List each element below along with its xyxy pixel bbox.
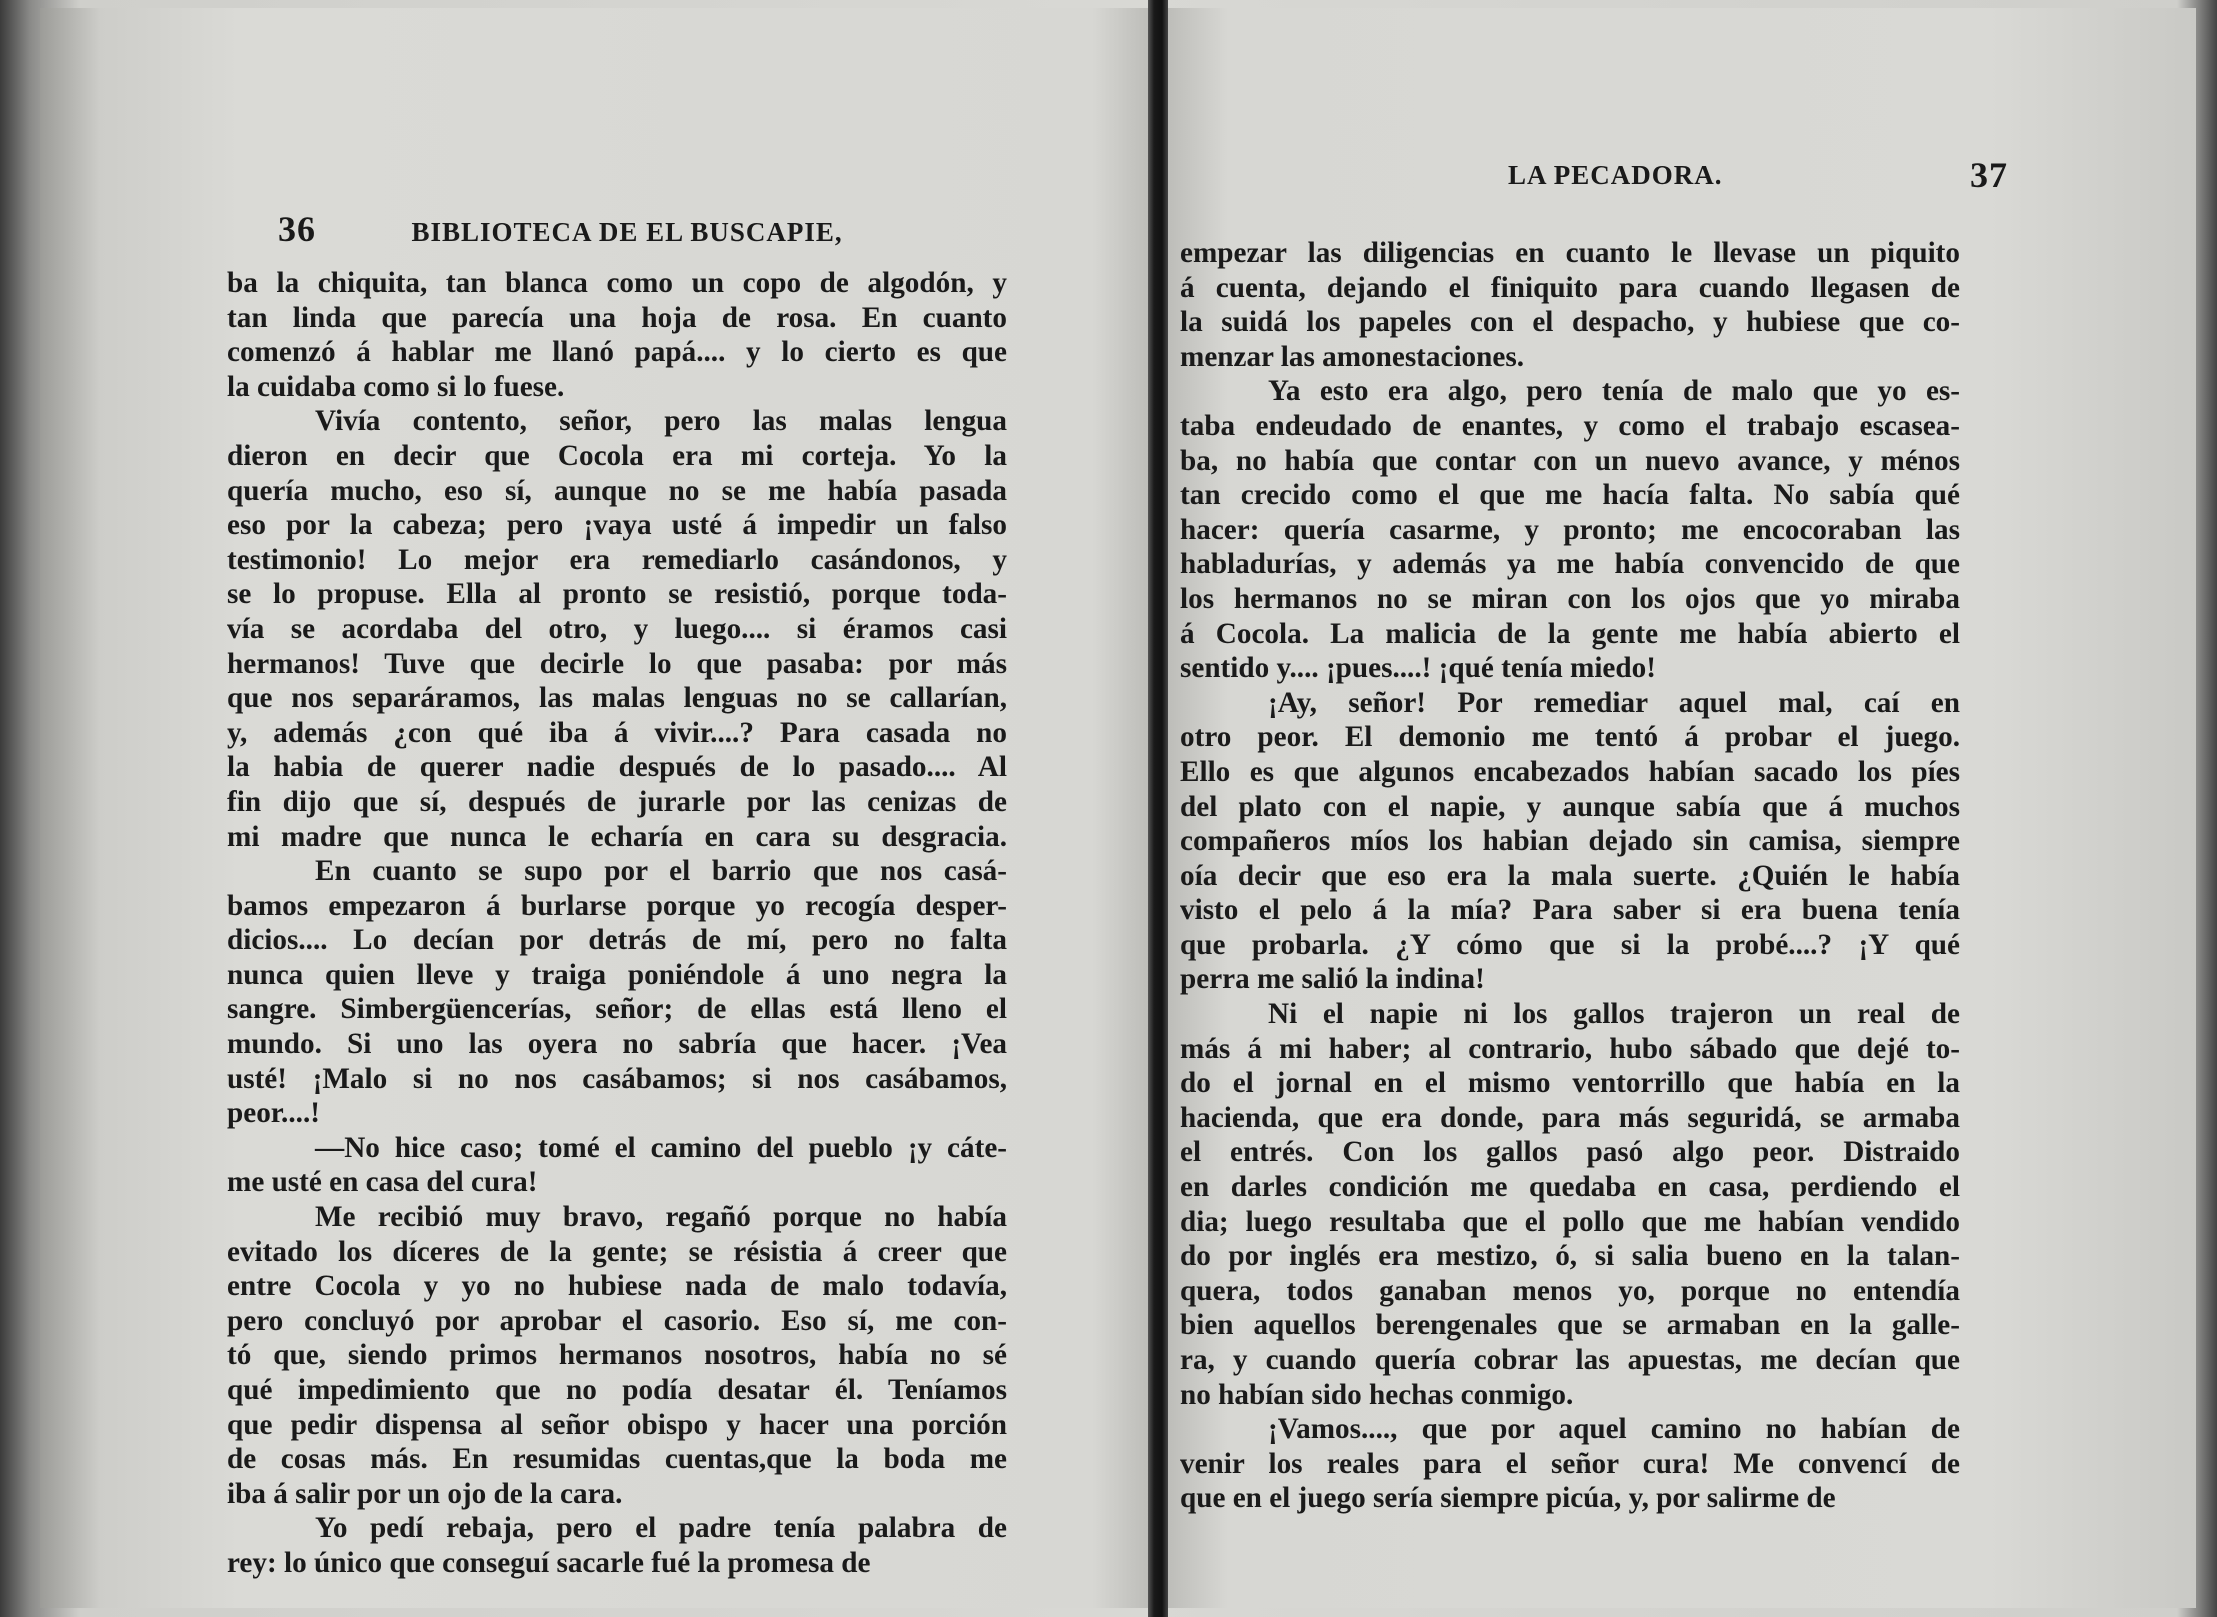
text-line: usté! ¡Malo si no nos casábamos; si nos casábamos,: [227, 1062, 1007, 1095]
text-line: no habían sido hechas conmigo.: [1180, 1378, 1574, 1411]
text-line: fin dijo que sí, después de jurarle por las cenizas de: [227, 785, 1007, 818]
text-line: la habia de querer nadie después de lo pasado.... Al: [227, 751, 1007, 784]
text-line: ra, y cuando quería cobrar las apuestas, me decían que: [1180, 1344, 1960, 1376]
text-line: ¡Ay, señor! Por remediar aquel mal, caí en: [1268, 686, 1960, 719]
text-line: eso por la cabeza; pero ¡vaya usté á impedir un falso: [227, 509, 1007, 542]
text-line: vía se acordaba del otro, y luego.... si éramos casi: [227, 612, 1007, 645]
text-line: se lo propuse. Ella al pronto se resistió, porque toda-: [227, 578, 1007, 611]
text-line: venir los reales para el señor cura! Me convencí de: [1180, 1447, 1960, 1480]
text-line: nunca quien lleve y traiga poniéndole á uno negra la: [227, 958, 1007, 991]
text-line: evitado los díceres de la gente; se résistia á creer que: [227, 1235, 1007, 1268]
text-line: pero concluyó por aprobar el casorio. Eso sí, me con-: [227, 1304, 1007, 1337]
text-line: de cosas más. En resumidas cuentas,que la boda me: [227, 1443, 1007, 1476]
right-page: [1168, 8, 2196, 1608]
left-running-head-title: BIBLIOTECA DE EL BUSCAPIE,: [411, 217, 843, 247]
text-line: la suidá los papeles con el despacho, y hubiese que co-: [1180, 306, 1960, 339]
text-line: Ya esto era algo, pero tenía de malo que yo es-: [1268, 375, 1960, 408]
text-line: menzar las amonestaciones.: [1180, 340, 1524, 373]
text-line: entre Cocola y yo no hubiese nada de malo todavía,: [227, 1270, 1007, 1303]
right-running-head-title: LA PECADORA.: [1508, 160, 1723, 190]
text-line: hacienda, que era donde, para más seguridá, se armaba: [1180, 1101, 1960, 1134]
text-line: ba la chiquita, tan blanca como un copo de algodón, y: [227, 267, 1007, 299]
text-line: á Cocola. La malicia de la gente me había abierto el: [1180, 617, 1960, 650]
text-line: á cuenta, dejando el finiquito para cuando llegasen de: [1180, 271, 1960, 304]
text-line: dicios.... Lo decían por detrás de mí, pero no falta: [227, 924, 1007, 957]
text-line: del plato con el napie, y aunque sabía que á muchos: [1180, 790, 1960, 823]
text-line: peor....!: [227, 1097, 320, 1130]
text-line: perra me salió la indina!: [1180, 963, 1485, 996]
text-line: otro peor. El demonio me tentó á probar el juego.: [1180, 721, 1960, 754]
right-page-text: [1180, 236, 1960, 1516]
text-line: mundo. Si uno las oyera no sabría que hacer. ¡Vea: [227, 1028, 1007, 1061]
text-line: sentido y.... ¡pues....! ¡qué tenía miedo!: [1180, 652, 1656, 685]
text-line: —No hice caso; tomé el camino del pueblo ¡y cáte-: [315, 1131, 1007, 1164]
text-line: dieron en decir que Cocola era mi corteja. Yo la: [227, 439, 1007, 472]
text-line: que probarla. ¿Y cómo que si la probé....? ¡Y qué: [1180, 928, 1960, 961]
text-line: habladurías, y además ya me había convencido de que: [1180, 548, 1960, 581]
text-line: ba, no había que contar con un nuevo avance, y ménos: [1180, 444, 1960, 477]
text-line: rey: lo único que conseguí sacarle fué la promesa de: [227, 1546, 871, 1579]
text-line: en darles condición me quedaba en casa, perdiendo el: [1180, 1171, 1960, 1204]
text-line: Yo pedí rebaja, pero el padre tenía palabra de: [315, 1512, 1007, 1545]
text-line: quera, todos ganaban menos yo, porque no entendía: [1180, 1274, 1960, 1307]
text-line: iba á salir por un ojo de la cara.: [227, 1477, 623, 1510]
text-line: ¡Vamos...., que por aquel camino no habían de: [1268, 1413, 1960, 1446]
text-line: empezar las diligencias en cuanto le llevase un piquito: [1180, 237, 1960, 269]
text-line: Ello es que algunos encabezados habían sacado los píes: [1180, 755, 1960, 788]
left-page-text: [227, 266, 1007, 1581]
left-page-number: 36: [278, 209, 316, 249]
text-line: bien aquellos berengenales que se armaban en la galle-: [1180, 1309, 1960, 1342]
text-line: dia; luego resultaba que el pollo que me habían vendido: [1180, 1205, 1960, 1238]
left-running-head: [278, 208, 843, 250]
right-page-number: 37: [1970, 155, 2008, 195]
right-running-head: [1508, 155, 2108, 195]
text-line: bamos empezaron á burlarse porque yo recogía desper-: [227, 889, 1007, 922]
text-line: hermanos! Tuve que decirle lo que pasaba: por más: [227, 647, 1007, 680]
text-line: y, además ¿con qué iba á vivir....? Para casada no: [227, 716, 1007, 749]
text-line: Vivía contento, señor, pero las malas lengua: [315, 405, 1007, 438]
text-line: tó que, siendo primos hermanos nosotros, había no sé: [227, 1339, 1007, 1372]
text-line: taba endeudado de enantes, y como el trabajo escasea-: [1180, 409, 1960, 442]
book-gutter: [1148, 0, 1168, 1617]
text-line: oía decir que eso era la mala suerte. ¿Quién le había: [1180, 859, 1960, 892]
text-line: que nos separáramos, las malas lenguas no se callarían,: [227, 682, 1007, 715]
text-line: el entrés. Con los gallos pasó algo peor. Distraido: [1180, 1136, 1960, 1169]
text-line: quería mucho, eso sí, aunque no se me había pasada: [227, 474, 1007, 507]
text-line: tan linda que parecía una hoja de rosa. En cuanto: [227, 301, 1007, 334]
text-line: testimonio! Lo mejor era remediarlo casándonos, y: [227, 543, 1007, 576]
text-line: más á mi haber; al contrario, hubo sábado que dejé to-: [1180, 1032, 1960, 1065]
text-line: tan crecido como el que me hacía falta. No sabía qué: [1180, 479, 1960, 512]
text-line: do el jornal en el mismo ventorrillo que había en la: [1180, 1067, 1960, 1100]
text-line: que pedir dispensa al señor obispo y hacer una porción: [227, 1408, 1007, 1441]
text-line: En cuanto se supo por el barrio que nos casá-: [315, 855, 1007, 888]
left-page: [40, 8, 1148, 1608]
text-line: la cuidaba como si lo fuese.: [227, 370, 565, 403]
text-line: Me recibió muy bravo, regañó porque no había: [315, 1201, 1007, 1234]
text-line: comenzó á hablar me llanó papá.... y lo cierto es que: [227, 336, 1007, 369]
text-line: sangre. Simbergüencerías, señor; de ellas está lleno el: [227, 993, 1007, 1026]
text-line: do por inglés era mestizo, ó, si salia bueno en la talan-: [1180, 1240, 1960, 1273]
text-line: mi madre que nunca le echaría en cara su desgracia.: [227, 820, 1007, 853]
text-line: compañeros míos los habian dejado sin camisa, siempre: [1180, 825, 1960, 858]
text-line: qué impedimiento que no podía desatar él. Teníamos: [227, 1374, 1007, 1406]
text-line: me usté en casa del cura!: [227, 1166, 538, 1199]
text-line: los hermanos no se miran con los ojos que yo miraba: [1180, 582, 1960, 615]
text-line: Ni el napie ni los gallos trajeron un real de: [1268, 998, 1960, 1031]
text-line: hacer: quería casarme, y pronto; me encocoraban las: [1180, 513, 1960, 546]
text-line: que en el juego sería siempre picúa, y, por salirme de: [1180, 1482, 1836, 1515]
text-line: visto el pelo á la mía? Para saber si era buena tenía: [1180, 894, 1960, 927]
